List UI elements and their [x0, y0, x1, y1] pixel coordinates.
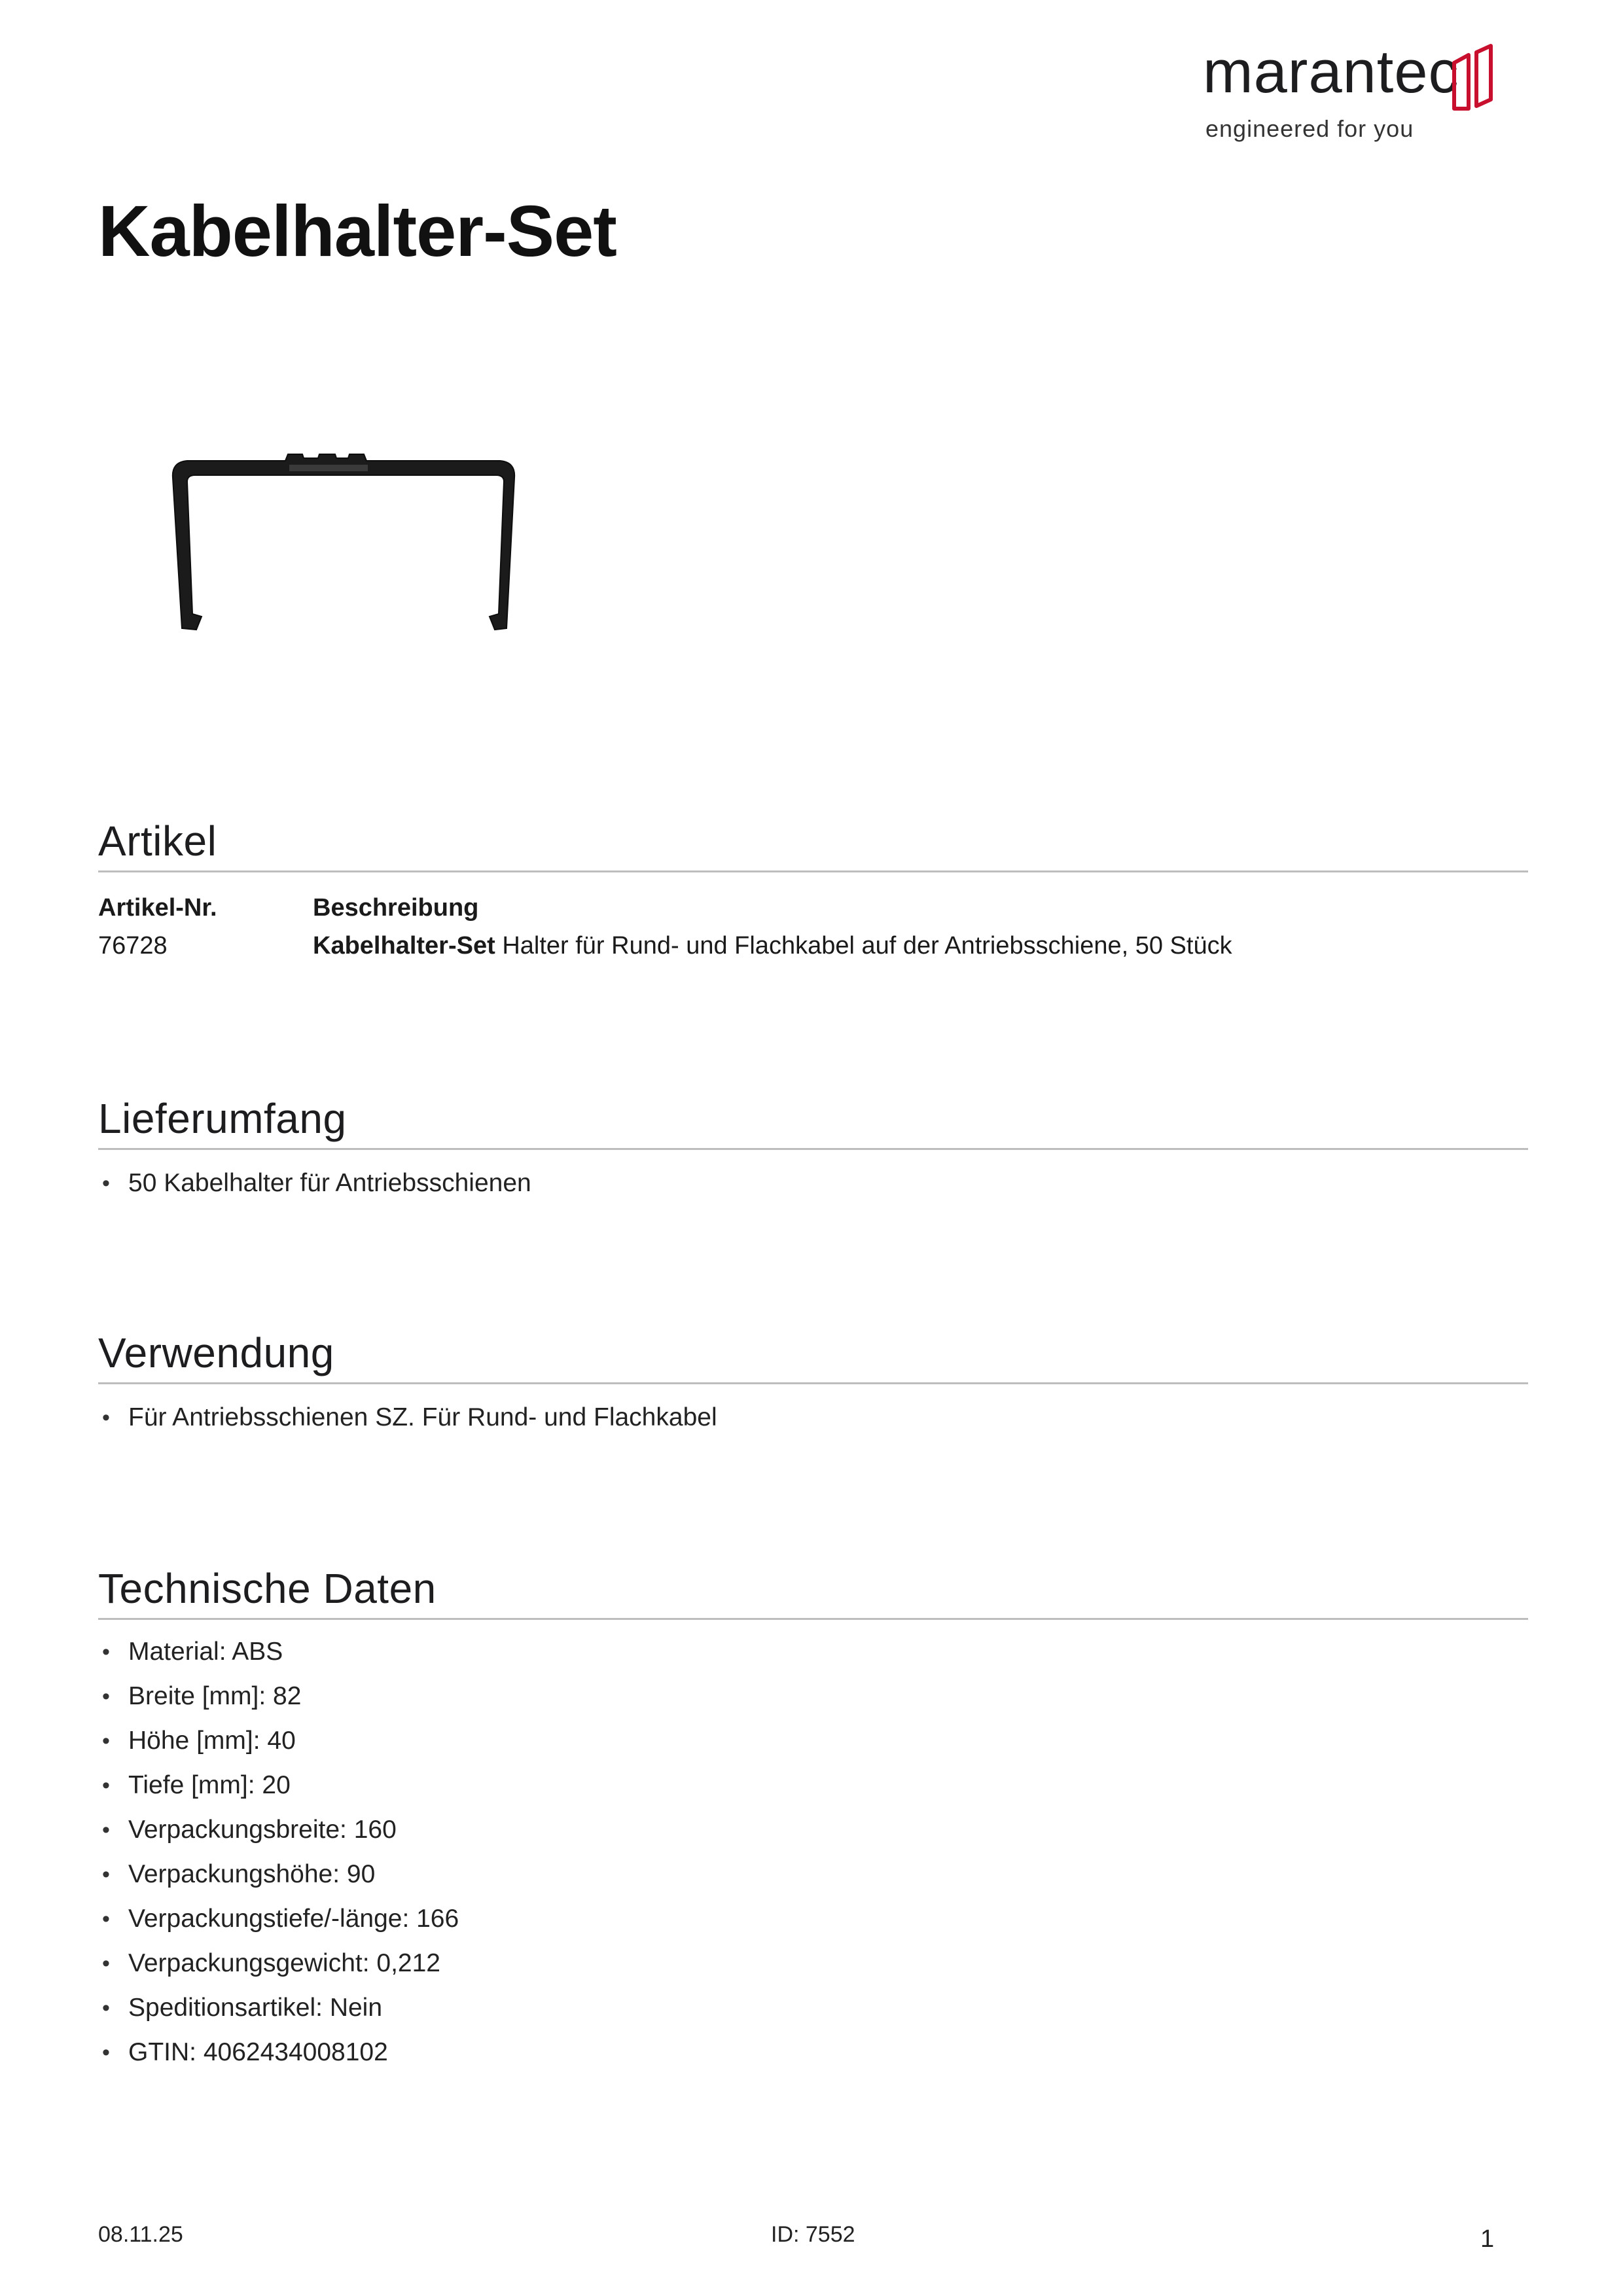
article-description-name: Kabelhalter-Set [313, 932, 495, 960]
section-lieferumfang [98, 1094, 1528, 1225]
product-image [164, 439, 530, 648]
brand-mark-icon [1450, 43, 1503, 115]
section-technische-daten [98, 1564, 1528, 2101]
section-heading-technische-daten: Technische Daten [98, 1565, 437, 1612]
list-item: • Tiefe [mm]: 20 [98, 1763, 459, 1808]
list-item: • Verpackungsbreite: 160 [98, 1808, 459, 1852]
section-heading-artikel: Artikel [98, 817, 217, 865]
technische-daten-list [98, 1630, 459, 2075]
list-item: • Höhe [mm]: 40 [98, 1719, 459, 1763]
brand-tagline: engineered for you [1205, 115, 1414, 142]
section-artikel [98, 817, 1528, 974]
list-item: • Speditionsartikel: Nein [98, 1986, 459, 2030]
section-divider [98, 1148, 1528, 1150]
page-title: Kabelhalter-Set [98, 191, 616, 272]
list-item: • Verpackungsgewicht: 0,212 [98, 1941, 459, 1986]
list-item: • Breite [mm]: 82 [98, 1674, 459, 1719]
section-heading-lieferumfang: Lieferumfang [98, 1095, 347, 1142]
list-item: • Für Antriebsschienen SZ. Für Rund- und Flachkabel [98, 1395, 717, 1440]
section-divider [98, 1382, 1528, 1384]
article-table-header [98, 894, 1528, 932]
article-table [98, 894, 1528, 970]
list-item: • GTIN: 4062434008102 [98, 2030, 459, 2075]
article-description [313, 932, 1232, 960]
list-item: • 50 Kabelhalter für Antriebsschienen [98, 1161, 531, 1206]
section-heading-verwendung: Verwendung [98, 1329, 334, 1376]
article-description-text: Halter für Rund- und Flachkabel auf der Antriebsschiene, 50 Stück [502, 932, 1232, 960]
list-item: • Material: ABS [98, 1630, 459, 1674]
col-header-description: Beschreibung [313, 894, 479, 922]
verwendung-list [98, 1395, 717, 1440]
footer-document-id: ID: 7552 [771, 2222, 855, 2247]
footer-date: 08.11.25 [98, 2222, 183, 2247]
brand-name: marantec [1203, 39, 1459, 105]
section-divider [98, 1618, 1528, 1620]
brand-logo [1203, 39, 1504, 147]
section-verwendung [98, 1329, 1528, 1460]
list-item: • Verpackungstiefe/-länge: 166 [98, 1897, 459, 1941]
article-number: 76728 [98, 932, 168, 960]
list-item: • Verpackungshöhe: 90 [98, 1852, 459, 1897]
col-header-article-number: Artikel-Nr. [98, 894, 217, 922]
footer-page-number: 1 [1480, 2225, 1495, 2253]
table-row [98, 932, 1528, 970]
lieferumfang-list [98, 1161, 531, 1206]
section-divider [98, 870, 1528, 872]
